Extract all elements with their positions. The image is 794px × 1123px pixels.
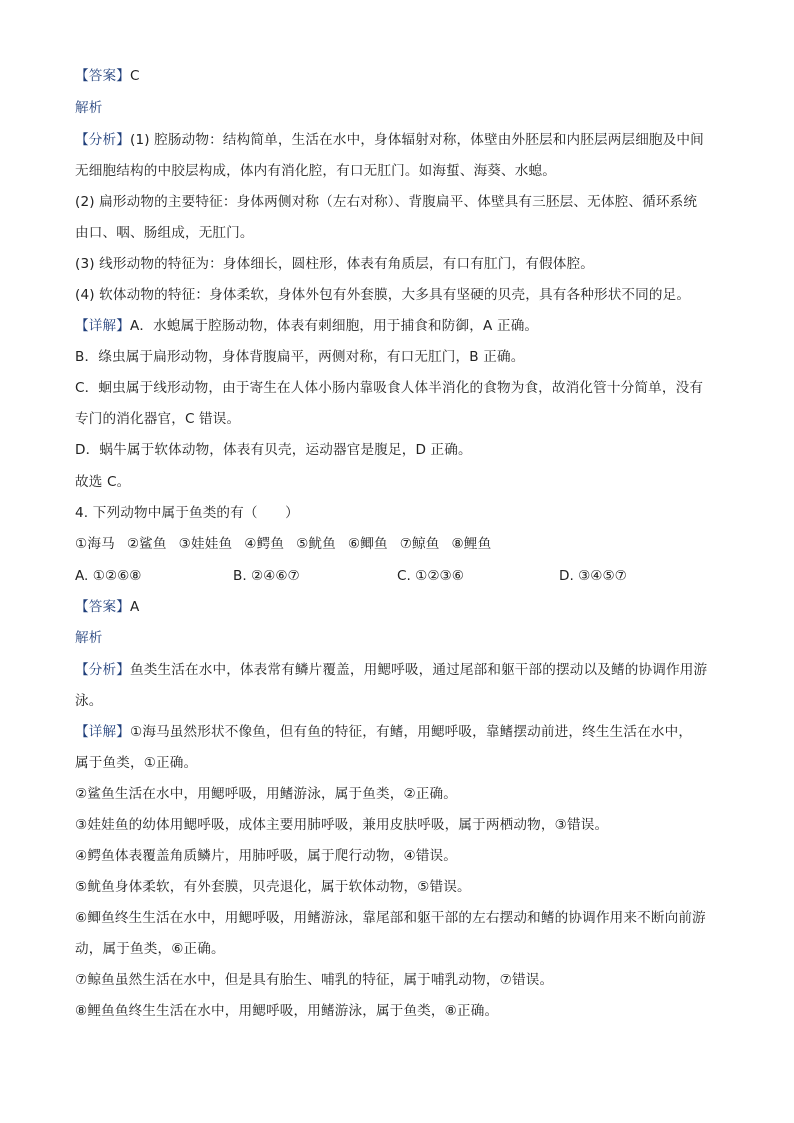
q4-item: ⑦鲸鱼 bbox=[399, 536, 440, 552]
q4-item: ⑧鲤鱼 bbox=[451, 536, 492, 552]
q4-answer-line bbox=[75, 597, 725, 617]
q4-item: ⑤鱿鱼 bbox=[296, 536, 336, 552]
q3-detail-line-3: C．蛔虫属于线形动物，由于寄生在人体小肠内靠吸食人体半消化的食物为食，故消化管十分简单，没有 bbox=[75, 380, 704, 396]
q4-item-list bbox=[75, 534, 725, 554]
q4-answer-tag: 【答案】 bbox=[75, 599, 130, 615]
q3-detail-text-1: A．水螅属于腔肠动物，体表有刺细胞，用于捕食和防御，A 正确。 bbox=[129, 318, 539, 334]
q4-answer-value: A bbox=[129, 599, 140, 615]
q4-stem: 4. 下列动物中属于鱼类的有（ ） bbox=[75, 505, 299, 521]
q4-item: ④鳄鱼 bbox=[244, 536, 285, 552]
q4-detail-text-1: ①海马虽然形状不像鱼，但有鱼的特征，有鳍，用鳃呼吸，靠鳍摆动前进，终生生活在水中， bbox=[129, 724, 693, 740]
q4-option-a[interactable]: A. ①②⑥⑧ bbox=[75, 568, 142, 584]
q4-analysis-heading: 解析 bbox=[75, 630, 103, 646]
q3-analysis-tag: 【分析】 bbox=[75, 132, 130, 148]
q4-detail-line-1 bbox=[75, 722, 725, 742]
q3-analysis-line-3: (2) 扁形动物的主要特征：身体两侧对称（左右对称）、背腹扁平、体壁具有三胚层、无体腔、循环系统 bbox=[75, 194, 698, 210]
q4-detail-line-2: 属于鱼类，①正确。 bbox=[75, 755, 198, 771]
q4-detail-line-9: ⑦鲸鱼虽然生活在水中，但是具有胎生、哺乳的特征，属于哺乳动物，⑦错误。 bbox=[75, 972, 554, 988]
q4-option-c[interactable]: C. ①②③⑥ bbox=[397, 568, 464, 584]
q4-detail-line-7: ⑥鲫鱼终生生活在水中，用鳃呼吸，用鳍游泳，靠尾部和躯干部的左右摆动和鳍的协调作用来不断向前游 bbox=[75, 910, 706, 926]
q3-detail-line-5: D．蜗牛属于软体动物，体表有贝壳，运动器官是腹足，D 正确。 bbox=[75, 442, 472, 458]
q3-analysis-line-5: (3) 线形动物的特征为：身体细长，圆柱形，体表有角质层，有口有肛门，有假体腔。 bbox=[75, 256, 594, 272]
q4-item: ①海马 bbox=[75, 536, 115, 552]
q4-option-b[interactable]: B. ②④⑥⑦ bbox=[233, 568, 300, 584]
q4-detail-line-5: ④鳄鱼体表覆盖角质鳞片，用肺呼吸，属于爬行动物，④错误。 bbox=[75, 848, 458, 864]
q4-item: ②鲨鱼 bbox=[126, 536, 167, 552]
q4-analysis-line-1 bbox=[75, 660, 725, 680]
q3-detail-line-1 bbox=[75, 316, 725, 336]
q4-detail-line-3: ②鲨鱼生活在水中，用鳃呼吸，用鳍游泳，属于鱼类，②正确。 bbox=[75, 786, 458, 802]
q4-analysis-tag: 【分析】 bbox=[75, 662, 130, 678]
q3-analysis-line-4: 由口、咽、肠组成，无肛门。 bbox=[75, 225, 254, 241]
q3-analysis-line-2: 无细胞结构的中胶层构成，体内有消化腔，有口无肛门。如海蜇、海葵、水螅。 bbox=[75, 163, 557, 179]
q4-item: ⑥鲫鱼 bbox=[347, 536, 388, 552]
q4-detail-line-4: ③娃娃鱼的幼体用鳃呼吸，成体主要用肺呼吸，兼用皮肤呼吸，属于两栖动物，③错误。 bbox=[75, 817, 609, 833]
q4-detail-tag: 【详解】 bbox=[75, 724, 130, 740]
q4-detail-line-10: ⑧鲤鱼鱼终生生活在水中，用鳃呼吸，用鳍游泳，属于鱼类，⑧正确。 bbox=[75, 1003, 499, 1019]
q3-analysis-line-1 bbox=[75, 130, 725, 150]
q3-detail-tag: 【详解】 bbox=[75, 318, 130, 334]
q3-conclusion: 故选 C。 bbox=[75, 474, 131, 490]
q4-detail-line-8: 动，属于鱼类，⑥正确。 bbox=[75, 941, 225, 957]
q4-analysis-line-2: 泳。 bbox=[75, 693, 103, 709]
q3-detail-line-4: 专门的消化器官，C 错误。 bbox=[75, 411, 241, 427]
q4-option-d[interactable]: D. ③④⑤⑦ bbox=[559, 568, 627, 584]
q3-analysis-text-1: (1) 腔肠动物：结构简单，生活在水中，身体辐射对称，体壁由外胚层和内胚层两层细胞及中间 bbox=[129, 132, 704, 148]
q3-detail-line-2: B．绦虫属于扁形动物，身体背腹扁平，两侧对称，有口无肛门，B 正确。 bbox=[75, 349, 525, 365]
q3-analysis-heading: 解析 bbox=[75, 100, 103, 116]
q4-item: ③娃娃鱼 bbox=[178, 536, 233, 552]
q3-answer-line bbox=[75, 66, 725, 86]
q3-analysis-line-6: (4) 软体动物的特征：身体柔软，身体外包有外套膜，大多具有坚硬的贝壳，具有各种形状不同的足。 bbox=[75, 287, 691, 303]
q3-answer-tag: 【答案】 bbox=[75, 68, 130, 84]
q4-analysis-text-1: 鱼类生活在水中，体表常有鳞片覆盖，用鳃呼吸，通过尾部和躯干部的摆动以及鳍的协调作用游 bbox=[129, 662, 708, 678]
q4-detail-line-6: ⑤鱿鱼身体柔软，有外套膜，贝壳退化，属于软体动物，⑤错误。 bbox=[75, 879, 471, 895]
q3-answer-value: C bbox=[129, 68, 140, 84]
